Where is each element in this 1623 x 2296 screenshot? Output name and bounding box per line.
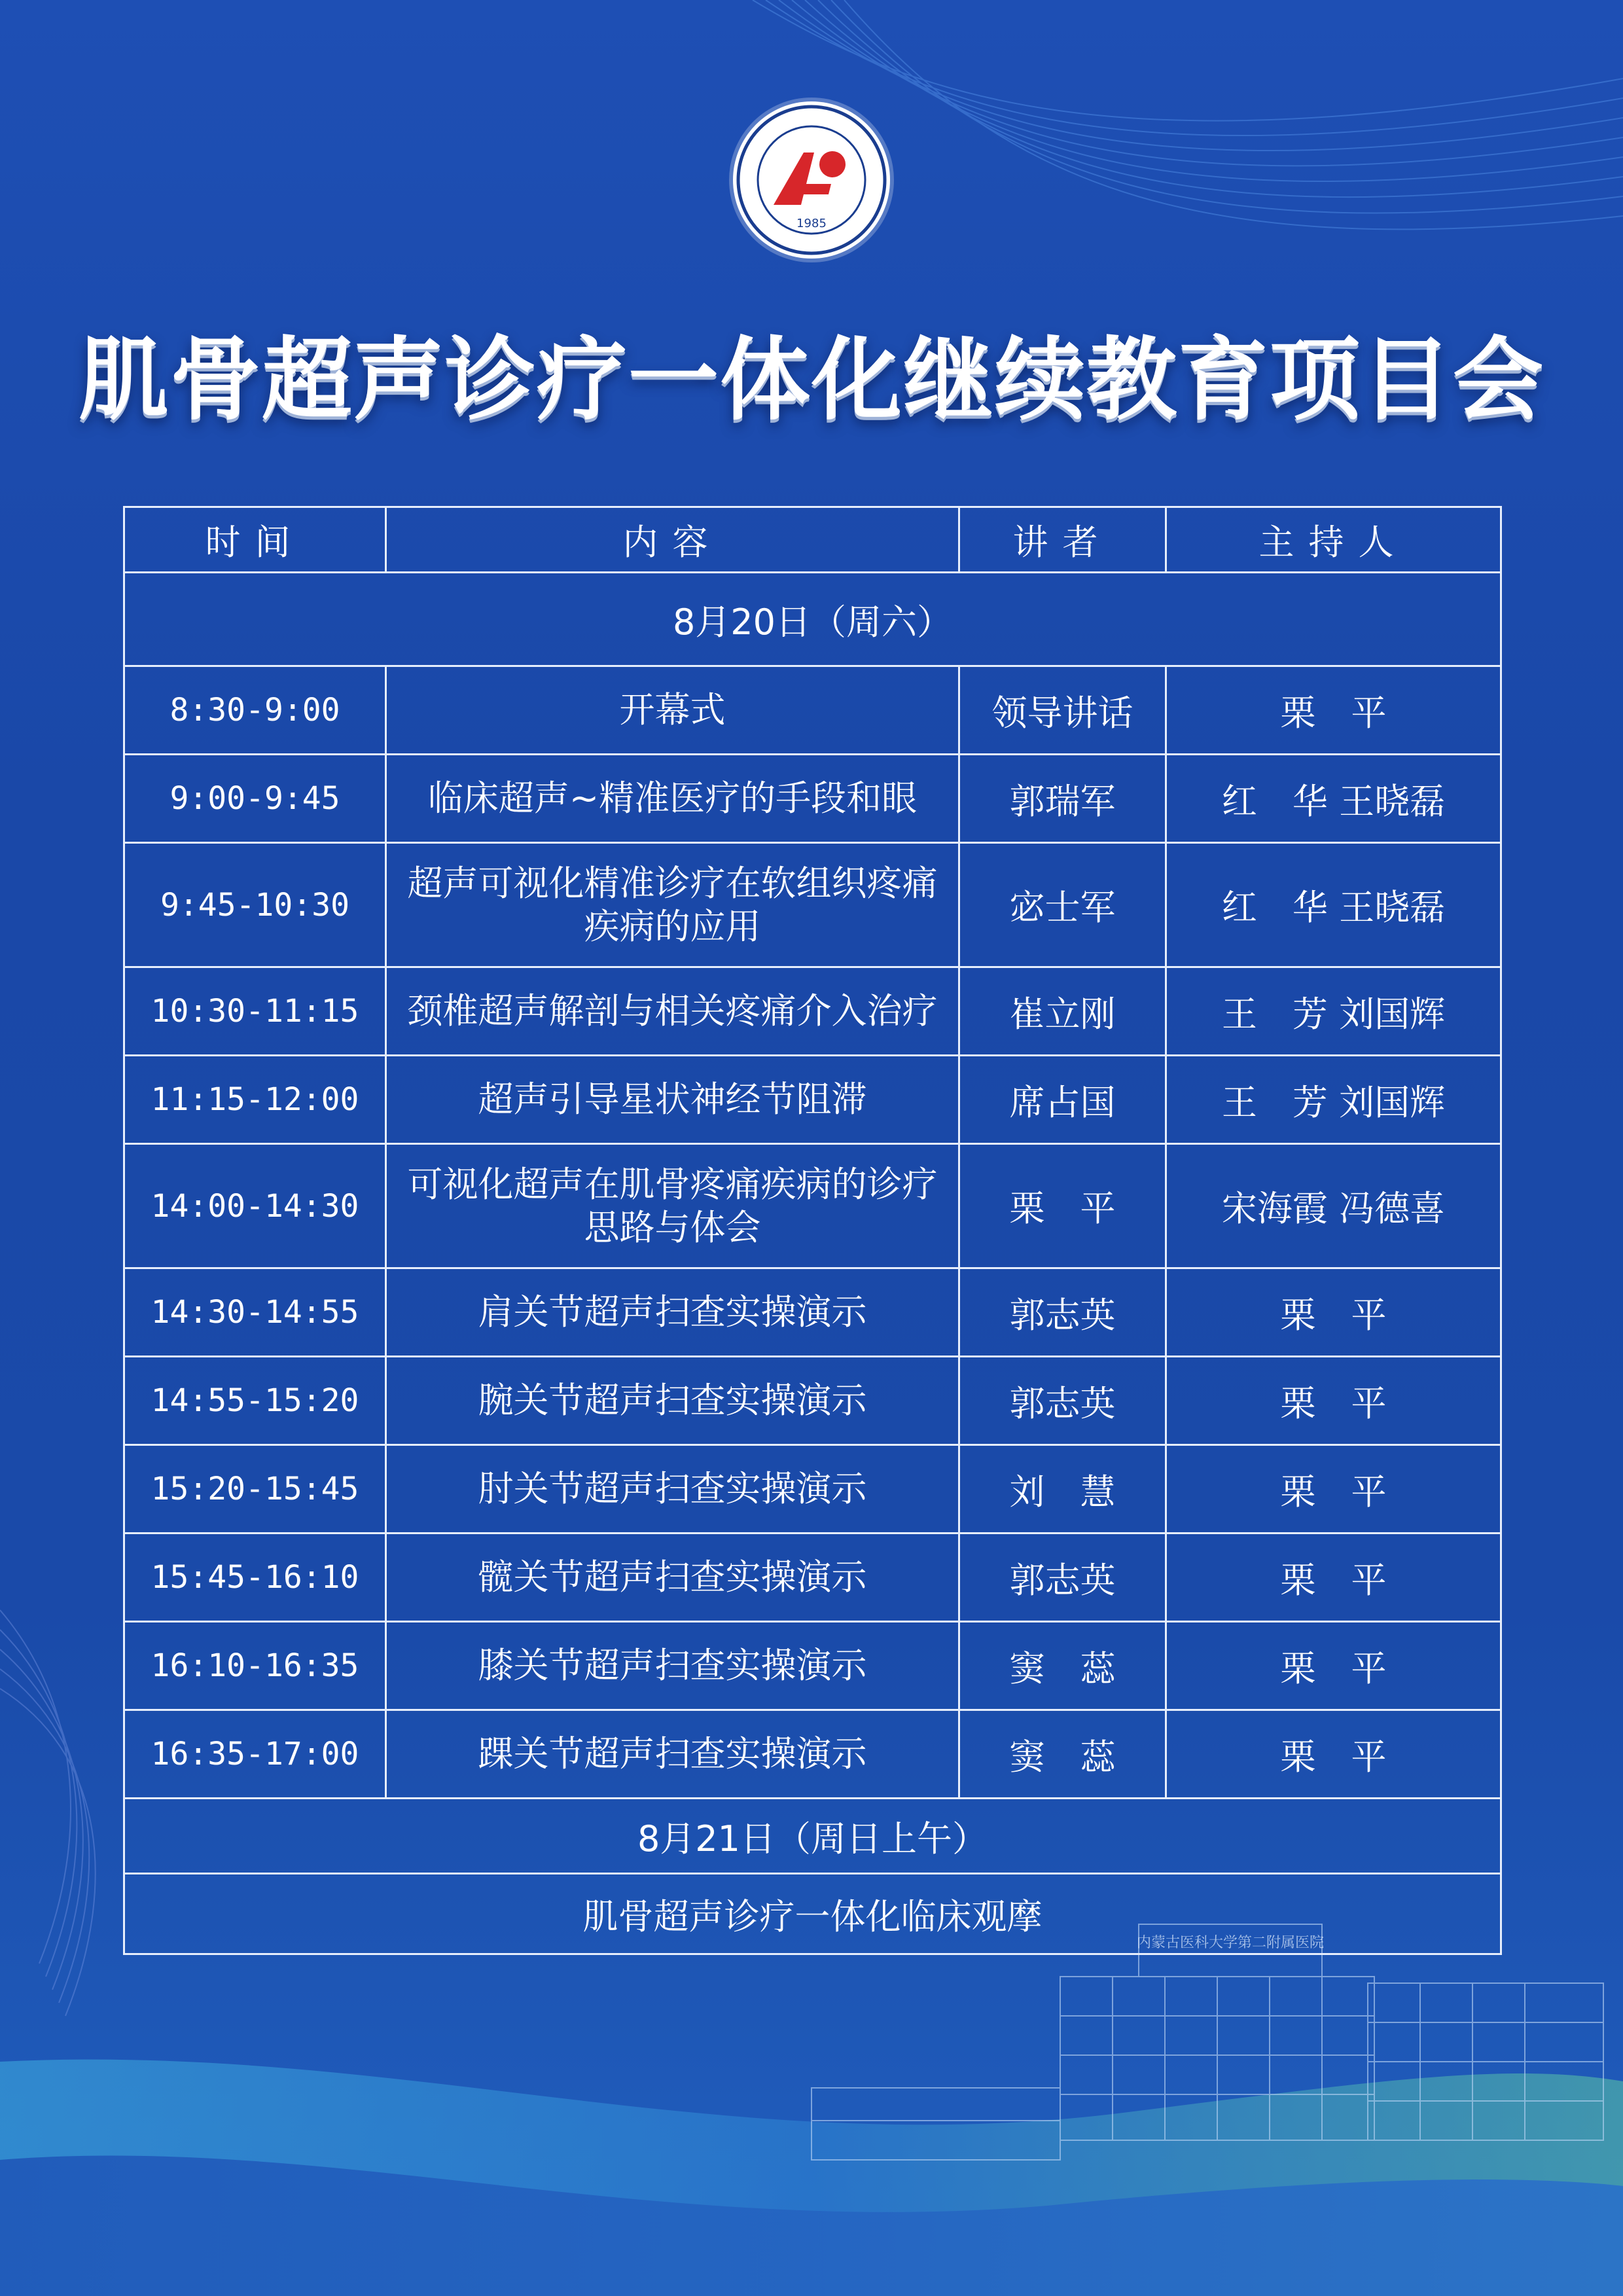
row-host: 栗 平 xyxy=(1166,1268,1501,1357)
row-time: 9:45-10:30 xyxy=(124,843,386,967)
table-row xyxy=(124,1144,1501,1268)
row-time: 15:20-15:45 xyxy=(124,1445,386,1534)
row-host: 红 华 王晓磊 xyxy=(1166,843,1501,967)
table-row xyxy=(124,1445,1501,1534)
hospital-logo xyxy=(733,101,890,259)
row-host: 栗 平 xyxy=(1166,1710,1501,1799)
table-row xyxy=(124,843,1501,967)
row-time: 16:10-16:35 xyxy=(124,1622,386,1710)
row-speaker: 崔立刚 xyxy=(959,967,1166,1056)
row-host: 王 芳 刘国辉 xyxy=(1166,1056,1501,1144)
day2-row xyxy=(124,1799,1501,1874)
row-time: 15:45-16:10 xyxy=(124,1534,386,1622)
row-time: 9:00-9:45 xyxy=(124,755,386,843)
row-speaker: 郭志英 xyxy=(959,1534,1166,1622)
table-row xyxy=(124,755,1501,843)
table-row xyxy=(124,666,1501,755)
left-wave-lines xyxy=(0,1610,96,2016)
row-content: 肘关节超声扫查实操演示 xyxy=(386,1445,959,1534)
page-title: 肌骨超声诊疗一体化继续教育项目会 xyxy=(78,327,1544,433)
row-content: 颈椎超声解剖与相关疼痛介入治疗 xyxy=(386,967,959,1056)
row-content: 髋关节超声扫查实操演示 xyxy=(386,1534,959,1622)
row-time: 14:30-14:55 xyxy=(124,1268,386,1357)
row-host: 宋海霞 冯德喜 xyxy=(1166,1144,1501,1268)
table-row xyxy=(124,1357,1501,1445)
row-host: 栗 平 xyxy=(1166,1622,1501,1710)
row-host: 红 华 王晓磊 xyxy=(1166,755,1501,843)
row-time: 8:30-9:00 xyxy=(124,666,386,755)
row-speaker: 栗 平 xyxy=(959,1144,1166,1268)
table-row xyxy=(124,967,1501,1056)
table-row xyxy=(124,1056,1501,1144)
row-speaker: 窦 蕊 xyxy=(959,1710,1166,1799)
row-time: 11:15-12:00 xyxy=(124,1056,386,1144)
header-host: 主持人 xyxy=(1166,507,1501,573)
header-speaker: 讲者 xyxy=(959,507,1166,573)
row-time: 16:35-17:00 xyxy=(124,1710,386,1799)
table-row xyxy=(124,1622,1501,1710)
row-host: 栗 平 xyxy=(1166,666,1501,755)
table-header-row xyxy=(124,507,1501,573)
row-speaker: 席占国 xyxy=(959,1056,1166,1144)
row-content: 踝关节超声扫查实操演示 xyxy=(386,1710,959,1799)
row-content: 超声引导星状神经节阻滞 xyxy=(386,1056,959,1144)
row-speaker: 郭志英 xyxy=(959,1268,1166,1357)
row-host: 王 芳 刘国辉 xyxy=(1166,967,1501,1056)
row-host: 栗 平 xyxy=(1166,1534,1501,1622)
row-speaker: 刘 慧 xyxy=(959,1445,1166,1534)
day2-activity-row xyxy=(124,1874,1501,1954)
row-speaker: 领导讲话 xyxy=(959,666,1166,755)
row-time: 14:55-15:20 xyxy=(124,1357,386,1445)
row-content: 肩关节超声扫查实操演示 xyxy=(386,1268,959,1357)
building-sign: 内蒙古医科大学第二附属医院 xyxy=(1136,1935,1325,1951)
row-time: 14:00-14:30 xyxy=(124,1144,386,1268)
row-content: 开幕式 xyxy=(386,666,959,755)
row-content: 腕关节超声扫查实操演示 xyxy=(386,1357,959,1445)
row-host: 栗 平 xyxy=(1166,1357,1501,1445)
row-host: 栗 平 xyxy=(1166,1445,1501,1534)
row-content: 可视化超声在肌骨疼痛疾病的诊疗思路与体会 xyxy=(386,1144,959,1268)
row-speaker: 郭志英 xyxy=(959,1357,1166,1445)
table-row xyxy=(124,1534,1501,1622)
row-time: 10:30-11:15 xyxy=(124,967,386,1056)
day2-date: 8月21日（周日上午） xyxy=(124,1799,1501,1874)
header-content: 内容 xyxy=(386,507,959,573)
schedule-table xyxy=(123,506,1502,1955)
row-speaker: 窦 蕊 xyxy=(959,1622,1166,1710)
row-content: 临床超声~精准医疗的手段和眼 xyxy=(386,755,959,843)
row-content: 膝关节超声扫查实操演示 xyxy=(386,1622,959,1710)
day2-activity: 肌骨超声诊疗一体化临床观摩 xyxy=(124,1874,1501,1954)
row-content: 超声可视化精准诊疗在软组织疼痛疾病的应用 xyxy=(386,843,959,967)
header-time: 时间 xyxy=(124,507,386,573)
day1-date: 8月20日（周六） xyxy=(124,573,1501,666)
logo-year: 1985 xyxy=(796,217,827,230)
table-row xyxy=(124,1268,1501,1357)
row-speaker: 宓士军 xyxy=(959,843,1166,967)
row-speaker: 郭瑞军 xyxy=(959,755,1166,843)
day1-row xyxy=(124,573,1501,666)
table-row xyxy=(124,1710,1501,1799)
